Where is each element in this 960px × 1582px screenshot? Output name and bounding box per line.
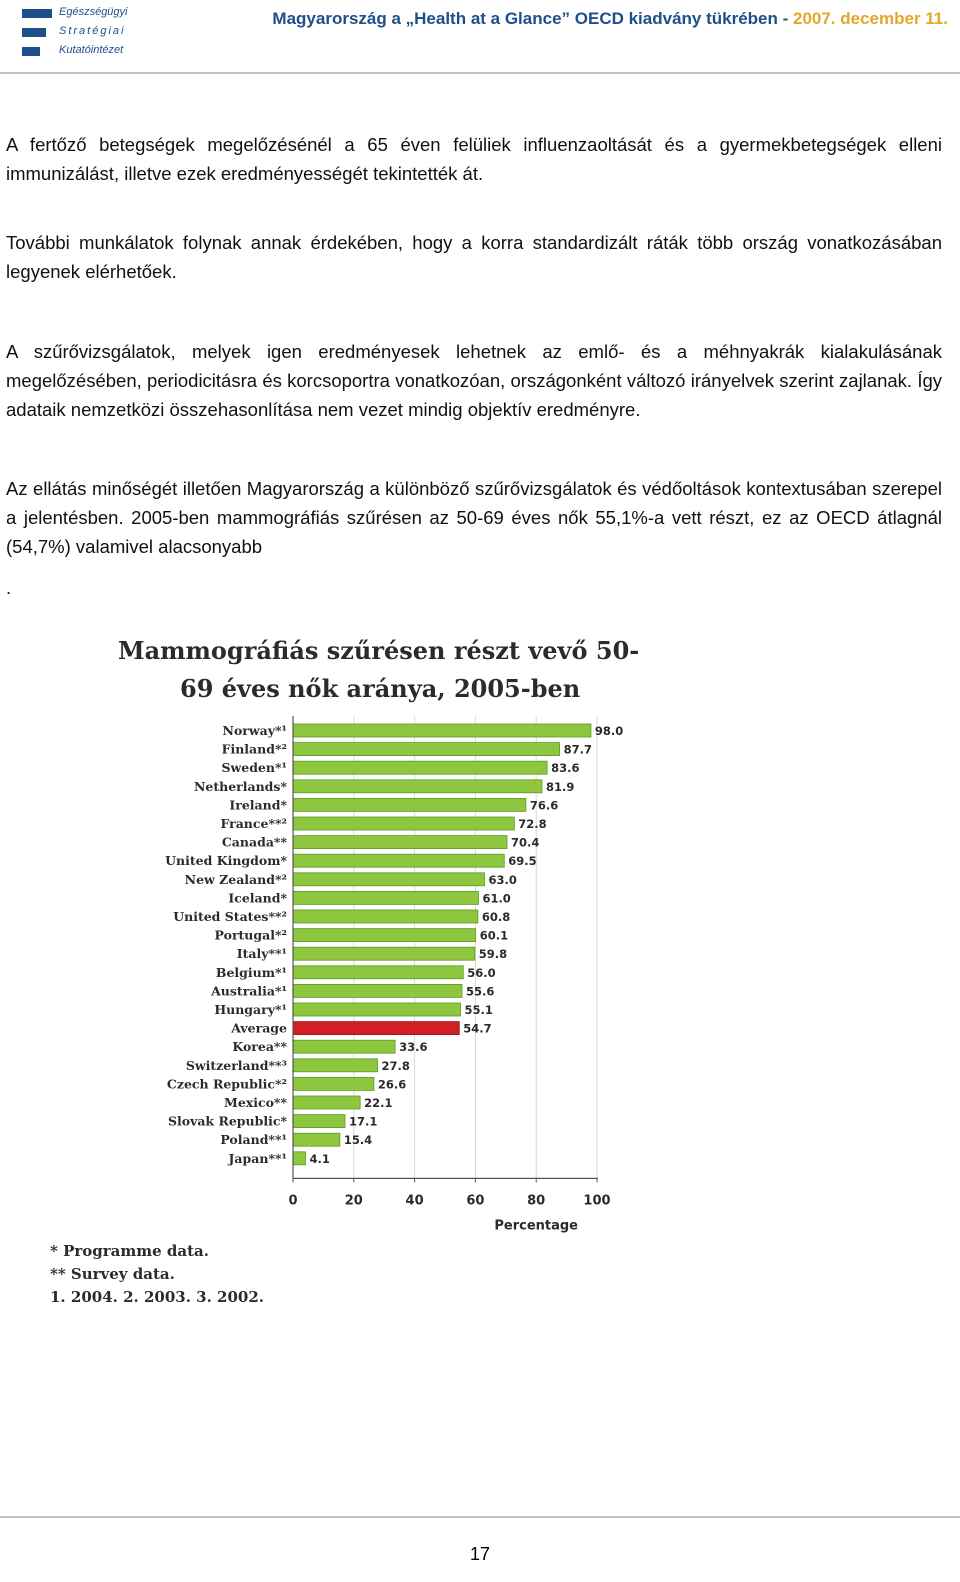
value-label: 55.1 [464,1003,493,1017]
value-label: 87.7 [563,742,592,757]
bar [293,966,463,979]
category-label: Italy**¹ [236,946,287,962]
category-label: New Zealand*² [184,871,287,887]
value-label: 81.9 [545,779,575,794]
paragraph-3: A szűrővizsgálatok, melyek igen eredményesek lehetnek az emlő- és a méhnyakrák kialakulásának megelőzésében, periodicitásra és korcsoportra vonatkozóan, országonként változó irányelvek szerint zajlanak. Így adataik nemzetközi összehasonlítása nem vezet mindig objektív eredményre. [6,341,942,420]
tick-label: 40 [405,1193,424,1209]
bar [293,891,478,904]
category-label: Average [231,1020,287,1036]
category-label: Hungary*¹ [214,1002,287,1017]
value-label: 63.0 [488,872,517,887]
x-axis-label: Percentage [494,1218,579,1234]
footnote-years: 1. 2004. 2. 2003. 3. 2002. [50,1288,264,1306]
value-label: 98.0 [594,724,624,738]
value-label: 27.8 [381,1058,410,1073]
bar [293,1003,461,1016]
value-label: 4.1 [309,1151,330,1166]
tick-label: 80 [527,1193,546,1209]
value-label: 26.6 [377,1077,407,1092]
document-title [272,9,948,29]
bar [293,1152,305,1165]
category-label: Portugal*² [214,927,287,943]
document-date: 2007. december 11. [792,9,948,28]
value-label: 15.4 [343,1133,373,1148]
value-label: 54.7 [463,1021,492,1036]
bar [293,1040,395,1053]
value-label: 69.5 [508,854,537,869]
footnote-survey: ** Survey data. [50,1265,175,1283]
bar [293,1022,459,1035]
category-label: United Kingdom* [165,853,287,869]
chart-footnotes [50,1240,264,1309]
bar [293,1133,340,1146]
value-label: 76.6 [529,798,559,813]
bar [293,761,547,774]
bar [293,1115,345,1128]
category-label: Belgium*¹ [215,964,287,980]
document-title-main: Magyarország a „Health at a Glance” OECD kiadvány tükrében - [272,9,793,28]
category-label: Mexico** [223,1095,287,1110]
logo-bar-3 [22,47,40,56]
bar [293,817,514,830]
category-label: Iceland* [228,890,287,906]
header-divider [0,72,960,74]
bar [293,743,560,756]
bar [293,929,476,942]
category-label: Japan**¹ [228,1150,287,1166]
bar [293,1059,378,1072]
bar [293,910,478,923]
page-number: 17 [470,1544,491,1564]
value-label: 72.8 [518,817,547,831]
bar [293,854,504,867]
tick-label: 0 [288,1193,298,1209]
bar [293,873,485,886]
category-label: Norway*¹ [222,723,287,738]
logo-line-2: Stratégiai [59,25,126,37]
paragraph-1: A fertőző betegségek megelőzésénél a 65 éven felüliek influenzaoltását és a gyermekbetegségek elleni immunizálást, illetve ezek eredményességét tekintették át. [6,134,942,184]
logo-bar-2 [22,28,46,37]
value-label: 60.8 [481,910,511,924]
value-label: 83.6 [551,761,580,776]
category-label: Ireland* [229,797,287,813]
bar [293,724,591,737]
category-label: Switzerland**³ [185,1057,287,1073]
bar [293,1077,374,1090]
logo-line-3: Kutatóintézet [59,44,124,56]
category-label: Australia*¹ [211,983,287,999]
value-label: 56.0 [467,965,496,980]
value-label: 55.6 [466,984,495,999]
value-label: 59.8 [478,947,508,962]
tick-label: 60 [466,1193,485,1209]
category-label: Finland*² [221,741,287,757]
category-label: Czech Republic*² [166,1076,287,1092]
bar [293,798,526,811]
bar [293,780,542,793]
bar [293,947,475,960]
category-label: Korea** [232,1039,287,1055]
category-label: Netherlands* [193,778,287,794]
category-label: Slovak Republic* [167,1113,287,1129]
bar [293,836,507,849]
logo-line-1: Egészségügyi [59,6,128,18]
paragraph-5: . [6,577,12,598]
chart-plot [40,628,660,1238]
chart-title-line-1: Mammográfiás szűrésen részt vevő 50- [118,636,640,665]
value-label: 33.6 [399,1040,428,1055]
tick-label: 20 [344,1193,363,1209]
paragraph-4: Az ellátás minőségét illetően Magyarország a különböző szűrővizsgálatok és védőoltások kontextusában szerepel a jelentésben. 2005-ben mammográfiás szűrésen az 50-69 éves nők 55,1%-a vett részt, ez az OECD átlagnál (54,7%) valamivel alacsonyabb [6,478,942,557]
logo-bar-1 [22,9,52,18]
mammography-chart [40,628,660,1328]
chart-title-line-2: 69 éves nők aránya, 2005-ben [180,674,581,703]
institute-logo [22,6,142,64]
bar [293,1096,360,1109]
category-label: Sweden*¹ [221,760,287,776]
footer-divider [0,1516,960,1518]
category-label: France**² [220,816,287,831]
bar [293,984,462,997]
category-label: United States**² [173,909,287,924]
page-header [0,0,960,74]
value-label: 70.4 [511,835,540,850]
tick-label: 100 [583,1193,611,1209]
value-label: 60.1 [479,928,509,943]
value-label: 22.1 [364,1096,393,1110]
category-label: Canada** [221,834,287,850]
value-label: 61.0 [482,891,511,906]
paragraph-2: További munkálatok folynak annak érdekében, hogy a korra standardizált ráták több ország vonatkozásában legyenek elérhetőek. [6,232,942,282]
footnote-programme: * Programme data. [50,1242,209,1260]
value-label: 17.1 [348,1114,378,1129]
category-label: Poland**¹ [220,1132,287,1148]
